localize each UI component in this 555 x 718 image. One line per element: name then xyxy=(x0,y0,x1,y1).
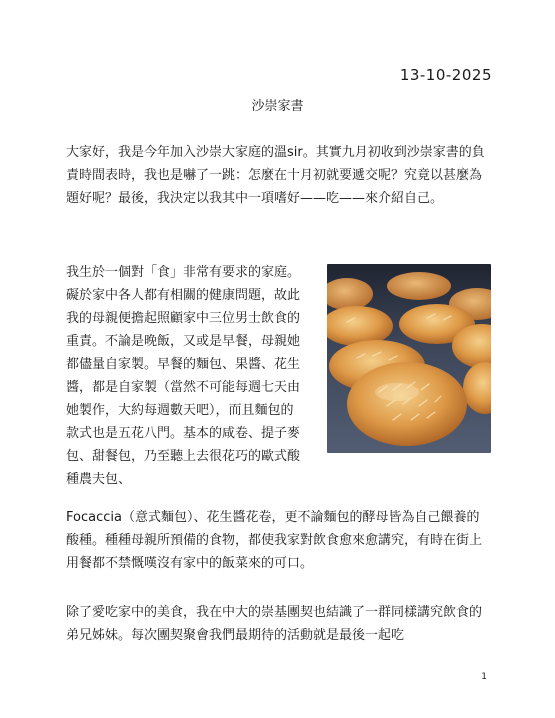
page-number: 1 xyxy=(481,672,487,682)
page-title: 沙崇家書 xyxy=(251,99,304,114)
bread-rolls-photo xyxy=(327,264,491,453)
paragraph-family: 我生於一個對「食」非常有要求的家庭。礙於家中各人都有相關的健康問題，故此我的母親便擔起照顧家中三位男士飲食的重責。不論是晚飯，又或是早餐，母親她都儘量自家製。早餐的麵包、果醬、花生醬，都是自家製（當然不可能每週七天由她製作，大約每週數天吧），而且麵包的款式也是五花八門。基本的咸卷、提子麥包、甜餐包，乃至聽上去很花巧的歐式酸種農夫包、 xyxy=(66,265,301,487)
paragraph-intro: 大家好，我是今年加入沙崇大家庭的溫sir。其實九月初收到沙崇家書的負責時間表時，我也是嚇了一跳：怎麼在十月初就要遞交呢？究竟以甚麼為題好呢？最後，我決定以我其中一項嗜好——吃——來介紹自己。 xyxy=(66,145,485,206)
page-date: 13-10-2025 xyxy=(399,66,492,84)
paragraph-fellowship: 除了愛吃家中的美食，我在中大的崇基團契也結識了一群同樣講究飲食的弟兄姊妹。每次團契聚會我們最期待的活動就是最後一起吃 xyxy=(66,605,483,643)
paragraph-bread: Focaccia（意式麵包）、花生醬花卷，更不論麵包的酵母皆為自己餵養的酸種。種種母親所預備的食物，都使我家對飲食愈來愈講究，有時在街上用餐都不禁慨嘆沒有家中的飯菜來的可口。 xyxy=(66,510,483,571)
